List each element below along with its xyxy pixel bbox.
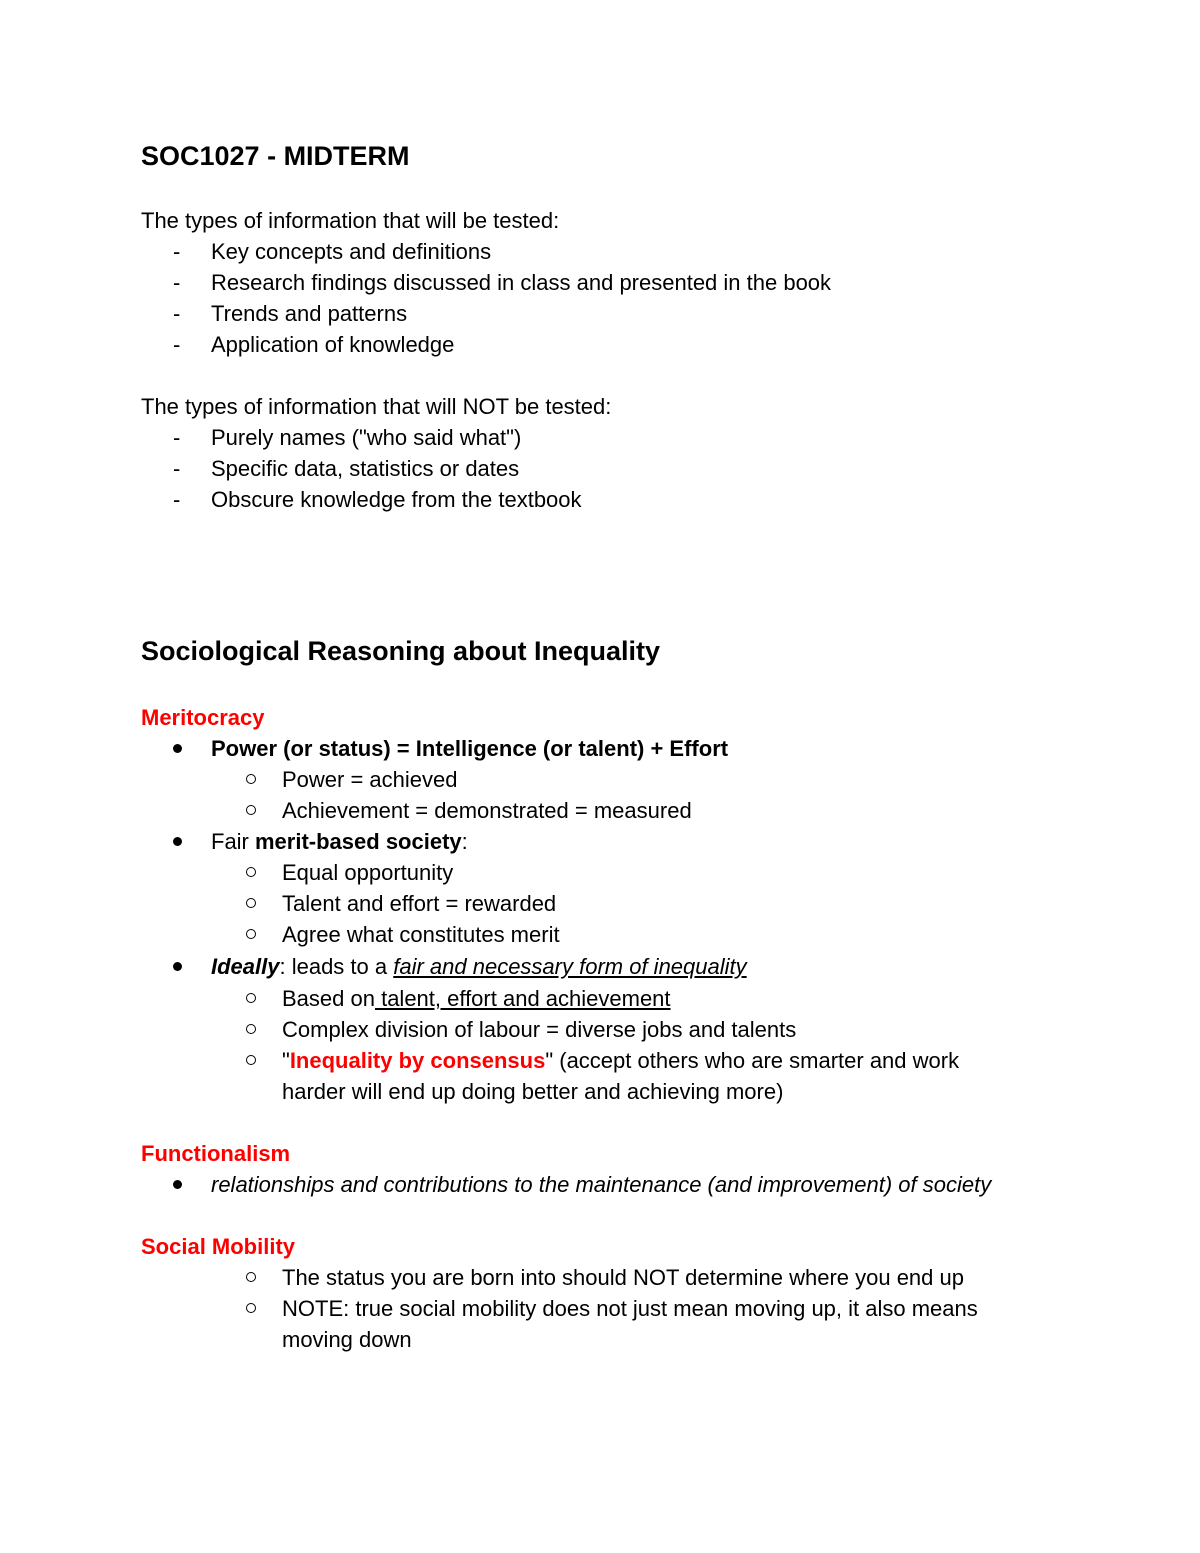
based-underlined: talent, effort and achievement [374,986,671,1011]
dash-marker: - [173,270,181,295]
sub-bullet-marker [246,983,256,1014]
social-mobility-heading: Social Mobility [141,1234,296,1259]
not-tested-item: Obscure knowledge from the textbook [211,487,582,512]
bullet-marker [173,1169,182,1200]
meritocracy-formula: Power (or status) = Intelligence (or talent) + Effort [211,736,729,761]
bullet-marker [173,733,182,764]
not-tested-item: Purely names ("who said what") [211,425,522,450]
dash-marker: - [173,425,181,450]
not-tested-intro: The types of information that will NOT be tested: [141,394,612,419]
sub-bullet-marker [246,1045,256,1076]
formula-sub-item: Power = achieved [282,767,458,792]
fair-bold-term: merit-based society [255,829,462,854]
meritocracy-heading: Meritocracy [141,705,265,730]
functionalism-item: relationships and contributions to the maintenance (and improvement) of society [211,1172,992,1197]
dash-marker: - [173,456,181,481]
fair-sub-item: Agree what constitutes merit [282,922,560,947]
ideally-item [211,951,747,982]
dash-marker: - [173,239,181,264]
ideally-underlined: fair and necessary form of inequality [393,954,747,979]
social-mobility-continuation: moving down [282,1327,412,1352]
sub-bullet-marker [246,1293,256,1324]
tested-item: Research findings discussed in class and presented in the book [211,270,832,295]
dash-marker: - [173,332,181,357]
not-tested-item: Specific data, statistics or dates [211,456,520,481]
tested-intro: The types of information that will be tested: [141,208,560,233]
fair-prefix: Fair [211,829,255,854]
tested-item: Application of knowledge [211,332,455,357]
fair-suffix: : [461,829,468,854]
bullet-marker [173,826,182,857]
social-mobility-item: The status you are born into should NOT determine where you end up [282,1265,964,1290]
tested-item: Key concepts and definitions [211,239,492,264]
dash-marker: - [173,487,181,512]
sub-bullet-marker [246,795,256,826]
based-prefix: Based on [282,986,375,1011]
sub-bullet-marker [246,888,256,919]
consensus-continuation: harder will end up doing better and achieving more) [282,1079,784,1104]
fair-sub-item: Equal opportunity [282,860,454,885]
sub-bullet-marker [246,919,256,950]
consensus-rest: " (accept others who are smarter and work [545,1048,960,1073]
bullet-marker [173,951,182,982]
sub-bullet-marker [246,857,256,888]
ideally-label: Ideally [211,954,280,979]
tested-item: Trends and patterns [211,301,408,326]
social-mobility-item: NOTE: true social mobility does not just mean moving up, it also means [282,1296,978,1321]
functionalism-heading: Functionalism [141,1141,291,1166]
section-title: Sociological Reasoning about Inequality [141,636,661,666]
sub-bullet-marker [246,1014,256,1045]
consensus-term: Inequality by consensus [289,1048,546,1073]
consensus-open-quote: " [282,1048,290,1073]
dash-marker: - [173,301,181,326]
based-on-item [282,983,671,1014]
sub-bullet-marker [246,764,256,795]
consensus-item [282,1045,959,1076]
sub-bullet-marker [246,1262,256,1293]
fair-sub-item: Talent and effort = rewarded [282,891,557,916]
complex-division-item: Complex division of labour = diverse jobs and talents [282,1017,797,1042]
document-title: SOC1027 - MIDTERM [141,141,410,171]
fair-merit-item [211,826,468,857]
ideally-middle: : leads to a [279,954,394,979]
formula-sub-item: Achievement = demonstrated = measured [282,798,692,823]
